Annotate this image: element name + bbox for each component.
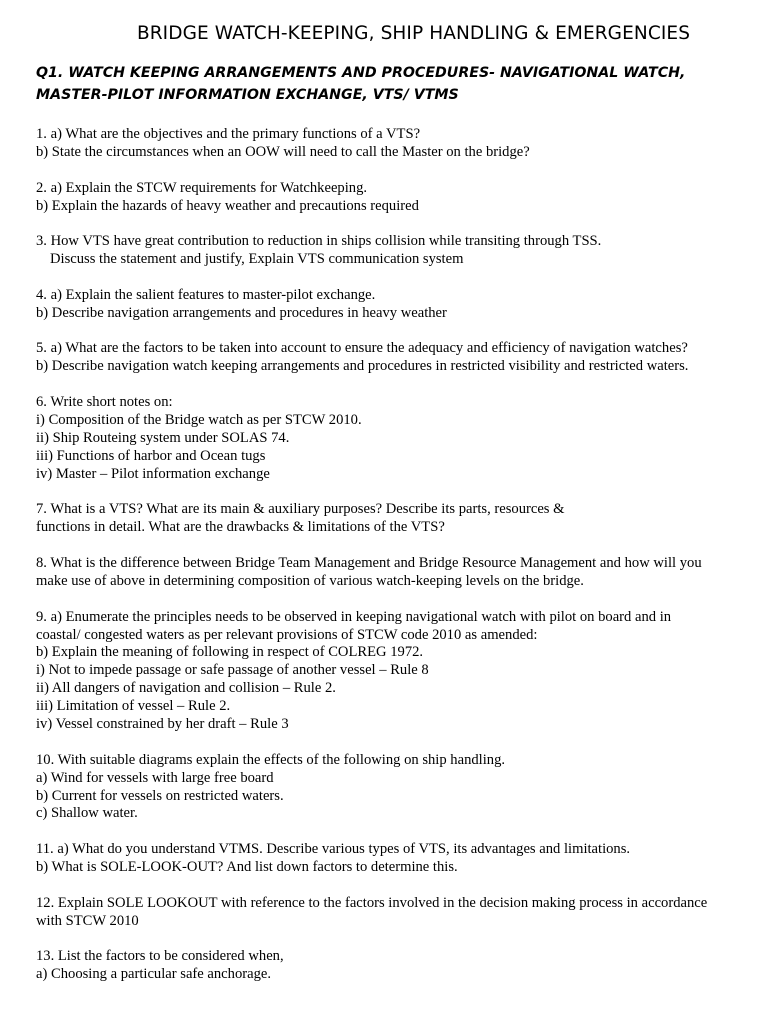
question-9 <box>36 609 736 734</box>
question-line: coastal/ congested waters as per relevant provisions of STCW code 2010 as amended: <box>36 626 538 643</box>
question-line: b) What is SOLE-LOOK-OUT? And list down factors to determine this. <box>36 859 458 876</box>
question-1 <box>36 126 736 162</box>
question-line: b) State the circumstances when an OOW will need to call the Master on the bridge? <box>36 143 530 160</box>
question-line: 11. a) What do you understand VTMS. Describe various types of VTS, its advantages and limitations. <box>36 841 631 858</box>
question-line: 3. How VTS have great contribution to reduction in ships collision while transiting through TSS. <box>36 233 602 250</box>
question-line: 13. List the factors to be considered when, <box>36 948 284 965</box>
question-line: i) Not to impede passage or safe passage of another vessel – Rule 8 <box>36 662 429 679</box>
question-5 <box>36 340 736 376</box>
question-line: b) Describe navigation watch keeping arrangements and procedures in restricted visibility and restricted waters. <box>36 358 689 375</box>
question-8 <box>36 555 736 591</box>
question-line: 9. a) Enumerate the principles needs to be observed in keeping navigational watch with pilot on board and in <box>36 608 672 625</box>
question-line: iii) Limitation of vessel – Rule 2. <box>36 698 231 715</box>
section-heading: Q1. WATCH KEEPING ARRANGEMENTS AND PROCEDURES- NAVIGATIONAL WATCH, MASTER-PILOT INFORMATION EXCHANGE, VTS/ VTMS <box>36 65 686 103</box>
question-line: 4. a) Explain the salient features to master-pilot exchange. <box>36 286 376 303</box>
question-4 <box>36 287 736 323</box>
question-line: b) Explain the hazards of heavy weather and precautions required <box>36 197 419 214</box>
question-3 <box>36 233 736 269</box>
question-line: 2. a) Explain the STCW requirements for Watchkeeping. <box>36 179 368 196</box>
question-6 <box>36 394 736 484</box>
question-10 <box>36 752 736 824</box>
question-line: 6. Write short notes on: <box>36 394 173 411</box>
question-line: with STCW 2010 <box>36 912 139 929</box>
question-2 <box>36 180 736 216</box>
document-title: BRIDGE WATCH-KEEPING, SHIP HANDLING & EMERGENCIES <box>136 23 691 44</box>
question-line: i) Composition of the Bridge watch as per STCW 2010. <box>36 411 362 428</box>
question-list <box>36 126 736 984</box>
question-line: ii) All dangers of navigation and collision – Rule 2. <box>36 680 336 697</box>
question-line: b) Describe navigation arrangements and procedures in heavy weather <box>36 304 447 321</box>
question-line: 1. a) What are the objectives and the primary functions of a VTS? <box>36 126 421 142</box>
question-line: 7. What is a VTS? What are its main & auxiliary purposes? Describe its parts, resources & <box>36 501 565 518</box>
question-13 <box>36 948 736 984</box>
question-line: iv) Vessel constrained by her draft – Rule 3 <box>36 716 289 733</box>
question-line: b) Current for vessels on restricted waters. <box>36 787 284 804</box>
question-line: functions in detail. What are the drawbacks & limitations of the VTS? <box>36 519 445 536</box>
question-line: ii) Ship Routeing system under SOLAS 74. <box>36 429 290 446</box>
question-line: iv) Master – Pilot information exchange <box>36 465 270 482</box>
question-12 <box>36 895 736 931</box>
question-line: make use of above in determining composition of various watch-keeping levels on the bridge. <box>36 572 584 589</box>
question-11 <box>36 841 736 877</box>
question-line: c) Shallow water. <box>36 805 138 822</box>
question-line: a) Wind for vessels with large free board <box>36 769 274 786</box>
document-page <box>36 18 736 1002</box>
question-line: 12. Explain SOLE LOOKOUT with reference to the factors involved in the decision making process in accordance <box>36 894 708 911</box>
question-line: 8. What is the difference between Bridge Team Management and Bridge Resource Management and how will you <box>36 554 702 571</box>
question-line: 5. a) What are the factors to be taken into account to ensure the adequacy and efficiency of navigation watches? <box>36 340 688 357</box>
question-7 <box>36 501 736 537</box>
question-line: 10. With suitable diagrams explain the effects of the following on ship handling. <box>36 751 506 768</box>
question-line: iii) Functions of harbor and Ocean tugs <box>36 447 266 464</box>
question-line: Discuss the statement and justify, Explain VTS communication system <box>50 251 464 268</box>
question-line: a) Choosing a particular safe anchorage. <box>36 966 272 983</box>
question-line: b) Explain the meaning of following in respect of COLREG 1972. <box>36 644 424 661</box>
